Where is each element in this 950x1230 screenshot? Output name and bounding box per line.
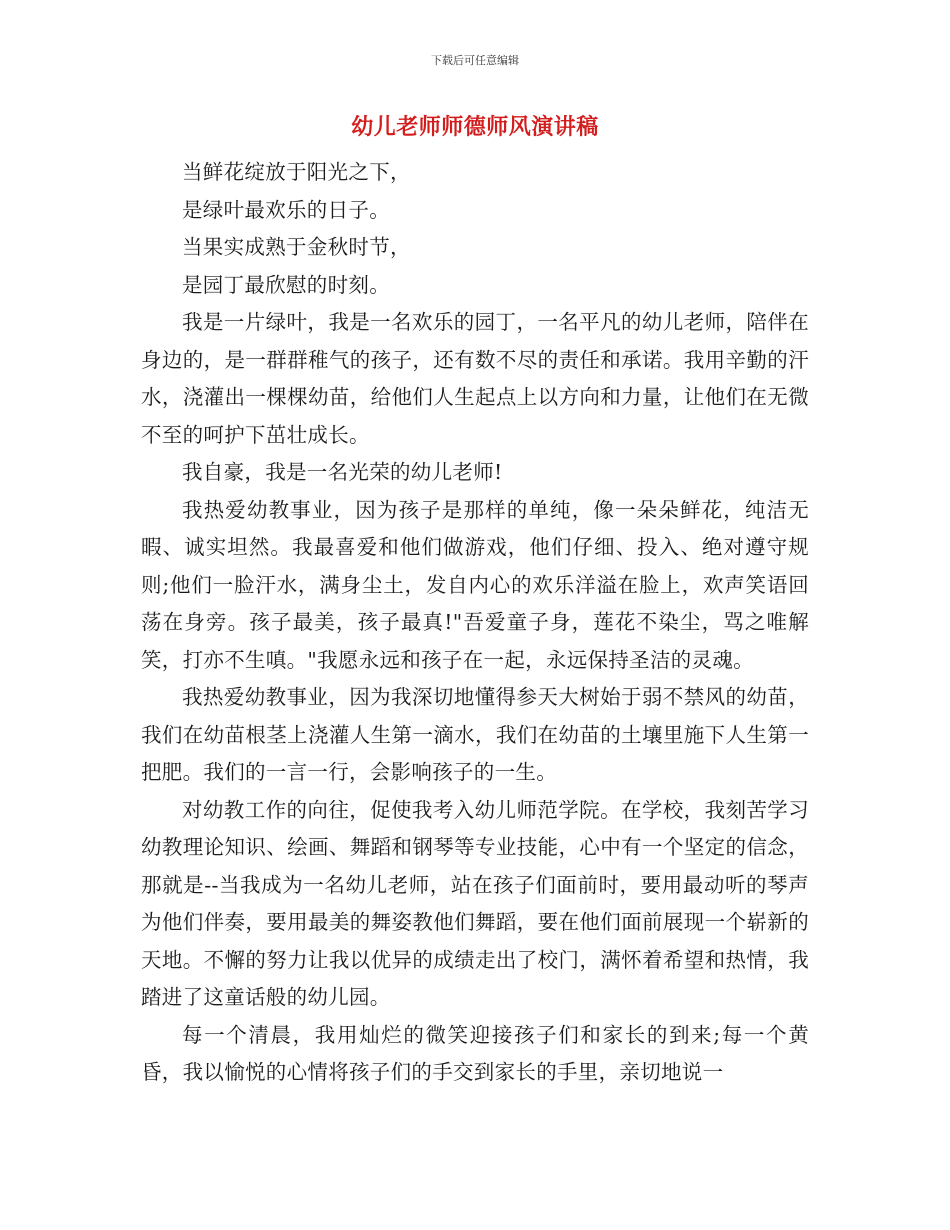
body-paragraph: 我是一片绿叶，我是一名欢乐的园丁，一名平凡的幼儿老师，陪伴在身边的，是一群群稚气的孩子，还有数不尽的责任和承诺。我用辛勤的汗水，浇灌出一棵棵幼苗，给他们人生起点上以方向和力量，让他们在无微不至的呵护下茁壮成长。	[141, 310, 809, 447]
poem-line: 当鲜花绽放于阳光之下，	[182, 160, 411, 184]
poem-line: 是绿叶最欢乐的日子。	[182, 197, 390, 222]
body-paragraph: 每一个清晨，我用灿烂的微笑迎接孩子们和家长的到来;每一个黄昏，我以愉悦的心情将孩子们的手交到家长的手里，亲切地说一	[141, 1022, 809, 1084]
body-paragraph: 我自豪，我是一名光荣的幼儿老师!	[182, 460, 503, 484]
page-header-note: 下载后可任意编辑	[431, 54, 519, 67]
body-paragraph: 我热爱幼教事业，因为孩子是那样的单纯，像一朵朵鲜花，纯洁无暇、诚实坦然。我最喜爱和他们做游戏，他们仔细、投入、绝对遵守规则;他们一脸汗水，满身尘土，发自内心的欢乐洋溢在脸上，欢声笑语回荡在身旁。孩子最美，孩子最真!"吾爱童子身，莲花不染尘，骂之唯解笑，打亦不生嗔。"我愿永远和孩子在一起，永远保持圣洁的灵魂。	[141, 497, 809, 672]
body-paragraph: 对幼教工作的向往，促使我考入幼儿师范学院。在学校，我刻苦学习幼教理论知识、绘画、舞蹈和钢琴等专业技能，心中有一个坚定的信念，那就是--当我成为一名幼儿老师，站在孩子们面前时，要用最动听的琴声为他们伴奏，要用最美的舞姿教他们舞蹈，要在他们面前展现一个崭新的天地。不懈的努力让我以优异的成绩走出了校门，满怀着希望和热情，我踏进了这童话般的幼儿园。	[141, 797, 809, 1009]
document-body	[141, 154, 809, 1092]
body-paragraph: 我热爱幼教事业，因为我深切地懂得参天大树始于弱不禁风的幼苗，我们在幼苗根茎上浇灌人生第一滴水，我们在幼苗的土壤里施下人生第一把肥。我们的一言一行，会影响孩子的一生。	[141, 685, 809, 784]
poem-line: 当果实成熟于金秋时节，	[182, 235, 411, 259]
poem-line: 是园丁最欣慰的时刻。	[182, 272, 390, 297]
document-title: 幼儿老师师德师风演讲稿	[351, 115, 599, 140]
